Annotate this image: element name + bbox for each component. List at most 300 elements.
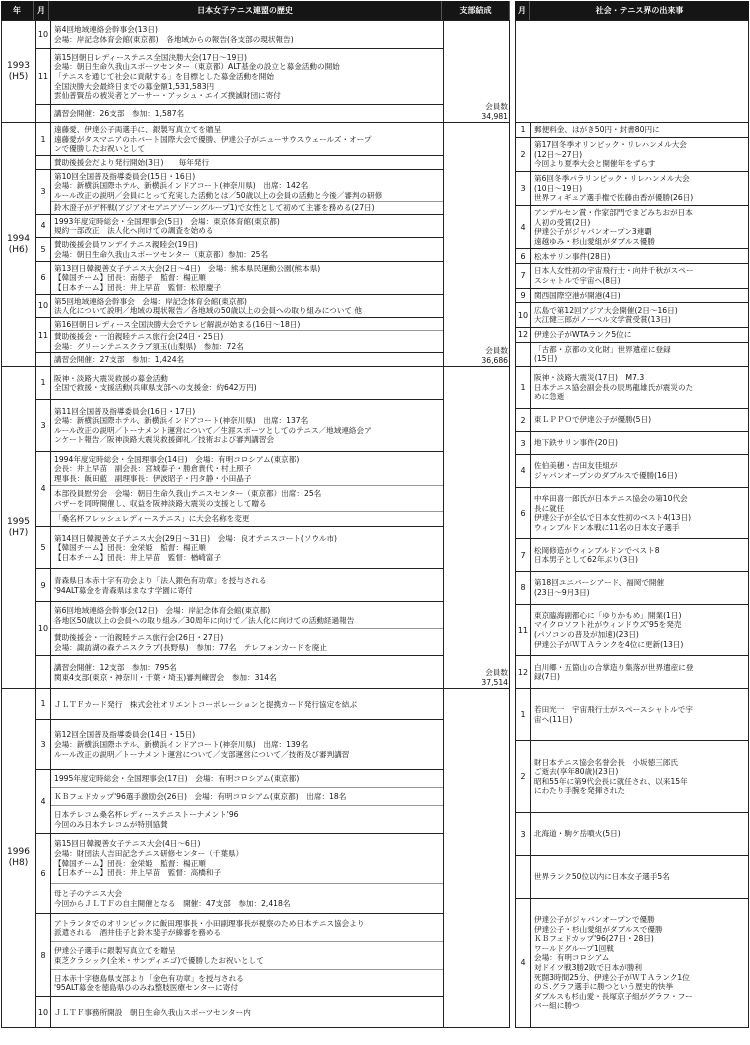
entries	[51, 238, 443, 260]
event-text	[531, 343, 748, 366]
year-label: 1995 (H7)	[2, 367, 36, 688]
member-count: 会員数 37,514	[481, 668, 508, 687]
entries	[51, 367, 443, 399]
entry-line: 1994年度定時総会・全国理事会(14日) 会場：有明コロシアム(東京都)	[54, 454, 300, 464]
entry-line: 賛助後援会・一泊親睦テニス旅行会(24日・25日)	[54, 332, 224, 342]
entry-line: 【日本チーム】団長：井上早苗 監督：高橋和子	[54, 868, 222, 878]
history-entry	[51, 331, 443, 352]
month-group	[36, 452, 443, 527]
month-number: 10	[36, 21, 51, 48]
month-number	[36, 105, 51, 122]
month-group	[36, 123, 443, 156]
entries	[51, 689, 443, 719]
event-text	[531, 605, 748, 656]
event-line: ご逝去(享年80歳)(23日)	[534, 767, 619, 777]
entries	[51, 215, 443, 237]
entry-line: 第15回朝日レディーステニス全国決勝大会(17日〜19日)	[54, 52, 247, 62]
member-count: 会員数 34,981	[481, 102, 508, 121]
event-month: 1	[516, 123, 531, 137]
event-line: めに急逝	[534, 392, 565, 402]
history-entry	[51, 318, 443, 331]
month-groups	[36, 689, 444, 1027]
event-line: 北海道・駒ケ岳噴火(5日)	[534, 829, 621, 839]
event-line: 阪神・淡路大震災(17日) M7.3	[534, 373, 645, 383]
event-line: スシャトルで宇宙へ(8日)	[534, 275, 621, 285]
entries	[51, 656, 443, 688]
history-column-header: 日本女子テニス連盟の歴史	[49, 1, 442, 20]
event-month: 7	[516, 264, 531, 287]
history-entry	[51, 806, 443, 833]
event-rows	[516, 367, 748, 688]
empty-cell	[516, 21, 748, 122]
event-line: 第18回ユニバーシアード、福岡で開催	[534, 578, 665, 588]
history-entry	[51, 105, 443, 122]
event-row	[516, 656, 748, 688]
event-line: (15日)	[534, 354, 558, 364]
event-text	[531, 264, 748, 287]
entry-line: 会長：井上早苗 副会長：宮城泰子・勝倉貴代・村上照子	[54, 464, 252, 474]
entry-line: 今回からＪＬＴＦの自主開催となる 開催：47支部 参加：2,418名	[54, 898, 291, 908]
month-group	[36, 569, 443, 602]
event-line: 伊達公子がジャパンオープンで優勝	[534, 914, 655, 924]
event-month: 12	[516, 328, 531, 342]
history-entry	[51, 656, 443, 688]
month-number: 1	[36, 689, 51, 719]
event-line: 宙へ(11日)	[534, 714, 573, 724]
entries	[51, 770, 443, 833]
month-group	[36, 689, 443, 720]
entry-line: 会場：新横浜国際ホテル、新横浜インドアコート(神奈川県) 出席：142名	[54, 181, 309, 191]
month-group	[36, 770, 443, 834]
event-line: 伊達公子がWTAランク5位に	[534, 329, 632, 339]
entry-line: 全国で救援・支援活動(兵庫県支部への支援金：約642万円)	[54, 383, 257, 393]
event-month: 2	[516, 409, 531, 431]
event-month: 10	[516, 303, 531, 326]
event-line: 関西国際空港が開港(4日)	[534, 290, 621, 300]
event-line: のＳ.グラフ選手に勝つという歴史的快挙	[534, 982, 674, 992]
event-text	[531, 328, 748, 342]
event-text	[531, 367, 748, 408]
month-number: 9	[36, 569, 51, 601]
event-row	[516, 367, 748, 409]
event-month: 3	[516, 432, 531, 454]
entry-line: 第16回朝日レディース全国決勝大会でテレビ解説が始まる(16日〜18日)	[54, 319, 301, 329]
event-line: ダブルスも杉山愛・長塚京子組がグラフ・フー	[534, 991, 693, 1001]
history-entry	[51, 123, 443, 155]
entry-line: 阪神・淡路大震災救援の募金活動	[54, 373, 168, 383]
entry-line: 本部役員慰労会 会場：朝日生命久我山テニスセンター（東京都）出席：25名	[54, 489, 322, 499]
event-text	[531, 741, 748, 812]
event-row	[516, 264, 748, 288]
branch-column	[444, 689, 511, 1027]
month-number	[36, 353, 51, 366]
year-block	[1, 367, 510, 689]
entry-line: 賛助後援会員ワンデイテニス親睦会(19日)	[54, 240, 198, 250]
history-entry	[51, 720, 443, 769]
month-number: 6	[36, 834, 51, 914]
event-line: 昭和55年に第9代会長に就任され、以来15年	[534, 776, 688, 786]
events-block	[515, 20, 749, 123]
history-entry	[51, 170, 443, 202]
entries	[51, 262, 443, 294]
entry-line: 遠藤愛がタスマニアのホバート国際大会で優勝、伊達公子がニューサウスウェールズ・オープ	[54, 134, 372, 144]
history-table	[1, 1, 749, 1028]
event-line: 伊達公子がジャパンオープン3連覇	[534, 227, 652, 237]
entries	[51, 569, 443, 601]
event-text	[531, 856, 748, 898]
event-line: 長に就任	[534, 503, 565, 513]
event-line: 地下鉄サリン事件(20日)	[534, 438, 618, 448]
event-rows	[516, 123, 748, 366]
entry-line: 各地区50歳以上の会員への取り組み／30周年に向けて／法人化に向けての活動経過報告	[54, 615, 355, 625]
entry-line: バザーを同時開催し、収益を阪神淡路大震災の支援として贈る	[54, 499, 267, 508]
entries	[51, 123, 443, 155]
entry-line: 第6回地域連絡会幹事会(12日) 会場：岸記念体育会館(東京都)	[54, 606, 271, 616]
event-line: 東ＬＰＰＯで伊達公子が優勝(5日)	[534, 415, 652, 425]
event-text	[531, 539, 748, 571]
entry-line: 伊達公子選手に銀製写真立てを贈呈	[54, 946, 176, 956]
entry-line: ルール改正の説明／トーナメント運営について／支部運営について／技術及び審判講習	[54, 749, 350, 759]
event-text	[531, 206, 748, 249]
entry-line: ルール改正の説明／トーナメント運営について／生涯スポーツとしてのテニス／地域連絡会ア	[54, 425, 372, 435]
month-group	[36, 602, 443, 656]
table-header	[1, 1, 749, 20]
entry-line: 会場：グリーンテニスクラブ須玉(山梨県) 参加：72名	[54, 341, 244, 351]
history-entry	[51, 512, 443, 526]
event-month: 1	[516, 367, 531, 408]
month-groups	[36, 21, 444, 122]
event-row	[516, 343, 748, 366]
entry-line: 日本赤十字徳島県支部より「金色有功章」を授与される	[54, 973, 244, 983]
month-group	[36, 105, 443, 122]
month-number: 10	[36, 295, 51, 317]
event-text	[531, 138, 748, 171]
history-entry	[51, 353, 443, 366]
entry-line: 賛助後援会だより発行開始(3日) 毎年発行	[54, 158, 210, 168]
history-entry	[51, 486, 443, 511]
history-entry	[51, 295, 443, 317]
month-group	[36, 170, 443, 215]
branch-column	[444, 123, 511, 366]
month-group	[36, 353, 443, 366]
month-group	[36, 262, 443, 295]
entries	[51, 834, 443, 914]
entry-line: 【韓国チーム】団長：金栄姫 監督：楊正順	[54, 858, 206, 868]
event-text	[531, 455, 748, 487]
event-text	[531, 172, 748, 205]
history-entry	[51, 527, 443, 568]
event-line: ＫＢフェドカップ'96(27日・28日)	[534, 934, 654, 944]
event-month: 2	[516, 138, 531, 171]
entries	[51, 105, 443, 122]
entry-line: 今回のみ日本テレコムが特別協賛	[54, 819, 168, 829]
event-line: 伊達公子が全仏で日本女性初のベスト4(13日)	[534, 513, 692, 523]
history-entry	[51, 942, 443, 970]
event-line: ウィンブルドン本戦に11名の日本女子選手	[534, 522, 680, 532]
entry-line: 講習会開催：27支部 参加：1,424名	[54, 355, 185, 365]
event-line: 今回より夏季大会と開催年をずらす	[534, 159, 656, 169]
entry-line: 第11回全国普及指導委員会(16日・17日)	[54, 406, 196, 416]
event-line: 白川郷・五箇山の合掌造り集落が世界遺産に登	[534, 662, 694, 672]
event-line: 松本サリン事件(28日)	[534, 251, 611, 261]
year-block	[1, 689, 510, 1028]
month-group	[36, 295, 443, 318]
event-line: 世界ランク50位以内に日本女子選手5名	[534, 872, 670, 882]
history-entry	[51, 262, 443, 294]
event-text	[531, 572, 748, 604]
month-number: 8	[36, 914, 51, 996]
entries	[51, 452, 443, 526]
month-group	[36, 49, 443, 105]
history-entry	[51, 788, 443, 806]
month-number: 4	[36, 770, 51, 833]
event-month: 4	[516, 206, 531, 249]
event-row	[516, 249, 748, 264]
month-number	[36, 156, 51, 169]
month-group	[36, 367, 443, 400]
event-line: にわたり手腕を発揮された	[534, 786, 626, 796]
event-line: 郵便料金、はがき50円・封書80円に	[534, 125, 660, 135]
entry-line: 会場：新横浜国際ホテル、新横浜インドアコート(神奈川県) 出席：137名	[54, 416, 309, 426]
event-line: 大江健三郎がノーベル文学賞受賞(13日)	[534, 315, 671, 325]
event-line: 広島で第12回アジア大会開催(2日〜16日)	[534, 305, 678, 315]
event-line: 若田光一 宇宙飛行士がスペースシャトルで宇	[534, 705, 693, 715]
entry-line: 法人化について説明／地域の現状報告／各地域の50歳以上の会員への取り組みについて 他	[54, 306, 362, 316]
history-entry	[51, 238, 443, 260]
entry-line: ンで優勝したお祝いとして	[54, 144, 146, 154]
entry-line: 雲仙普賢岳の被災者とアーサー・アッシュ・エイズ撲滅財団に寄付	[54, 91, 281, 101]
entry-line: 会場：朝日生命久我山スポーツセンター（東京都）参加：25名	[54, 249, 269, 259]
month-number: 10	[36, 602, 51, 655]
branches-column-header: 支部結成	[442, 1, 510, 20]
event-month: 11	[516, 605, 531, 656]
month-number: 5	[36, 238, 51, 260]
month-number: 4	[36, 452, 51, 526]
history-entry	[51, 202, 443, 214]
event-line: ジャパンオープンのダブルスで優勝(16日)	[534, 470, 678, 480]
history-entry	[51, 367, 443, 399]
event-month: 6	[516, 488, 531, 539]
entry-line: 第4回地域連絡会幹事会(13日)	[54, 25, 158, 35]
month-number: 4	[36, 215, 51, 237]
event-rows	[516, 21, 748, 122]
event-line: マイクロソフト社がウィンドウズ'95を発売	[534, 620, 682, 630]
entry-line: 第10回全国普及指導委員会(15日・16日)	[54, 171, 196, 181]
entry-line: 1995年度定時総会・全国理事会(17日) 会場：有明コロシアム(東京都)	[54, 774, 300, 784]
member-count: 会員数 36,686	[481, 346, 508, 365]
event-row	[516, 455, 748, 488]
entries	[51, 295, 443, 317]
event-row	[516, 172, 748, 206]
entries	[51, 170, 443, 214]
entries	[51, 156, 443, 169]
entry-line: 【韓国チーム】団長：南徳子 監督：楊正順	[54, 273, 206, 283]
month-number: 3	[36, 170, 51, 214]
history-entry	[51, 834, 443, 884]
history-entry	[51, 914, 443, 942]
event-text	[531, 899, 748, 1027]
year-block	[1, 20, 510, 123]
event-text	[531, 409, 748, 431]
history-entry	[51, 602, 443, 629]
month-column-header: 月	[34, 1, 49, 20]
month-group	[36, 21, 443, 49]
event-line: 「古都・京都の文化財」世界遺産に登録	[534, 344, 671, 354]
event-month: 7	[516, 539, 531, 571]
event-row	[516, 572, 748, 605]
event-line: 松岡修造がウィンブルドンでベスト8	[534, 545, 660, 555]
entries	[51, 318, 443, 352]
event-month	[516, 343, 531, 366]
events-block	[515, 367, 749, 689]
month-group	[36, 400, 443, 452]
event-line: 財日本テニス協会名誉会長 小坂徳三郎氏	[534, 757, 678, 767]
event-line: ワールドグループ1回戦	[534, 943, 614, 953]
event-month: 1	[516, 689, 531, 740]
entry-line: 【韓国チーム】団長：金栄姫 監督：楊正順	[54, 543, 206, 553]
event-month: 6	[516, 249, 531, 263]
history-entry	[51, 629, 443, 655]
month-group	[36, 720, 443, 770]
event-row	[516, 605, 748, 657]
event-row	[516, 289, 748, 304]
event-line: 伊達公子・杉山愛組がダブルスで優勝	[534, 924, 663, 934]
entry-line: アトランタでのオリンピックに飯田理事長・小田副理事長が視察のため日本テニス協会より	[54, 918, 365, 928]
history-entry	[51, 21, 443, 48]
event-row	[516, 813, 748, 856]
month-group	[36, 215, 443, 238]
month2-column-header: 月	[515, 1, 530, 20]
month-number: 11	[36, 49, 51, 104]
event-line: 世界フィギュア選手権で佐藤由香が優勝(26日)	[534, 193, 694, 203]
league-history	[1, 20, 510, 1028]
entry-line: 「桑名杯フレッシュレディーステニス」に大会名称を変更	[54, 514, 250, 524]
event-month: 3	[516, 813, 531, 855]
event-text	[531, 656, 748, 688]
entry-line: 講習会開催：12支部 参加：795名	[54, 663, 177, 673]
entry-line: 全国決勝大会最終日までの募金額1,531,583円	[54, 81, 215, 91]
event-line: 中牟田喜一郎氏が日本テニス協会の第10代会	[534, 493, 688, 503]
entry-line: 第15回日韓親善女子テニス大会(4日〜6日)	[54, 839, 201, 849]
event-month: 12	[516, 656, 531, 688]
history-entry	[51, 997, 443, 1027]
event-line: 伊達公子がＷＴＡランクを4位に更新(13日)	[534, 639, 684, 649]
event-month	[516, 856, 531, 898]
event-row	[516, 206, 748, 250]
event-line: 日本人女性初の宇宙飛行士・向井千秋がスペー	[534, 266, 694, 276]
event-row	[516, 303, 748, 327]
month-group	[36, 656, 443, 688]
event-row	[516, 856, 748, 899]
events-column-header: 社会・テニス界の出来事	[595, 6, 684, 15]
entry-line: 第12回全国普及指導委員会(14日・15日)	[54, 730, 196, 740]
event-row	[516, 689, 748, 741]
event-line: 日本男子として62年ぶり(3日)	[534, 555, 638, 565]
entry-line: 賛助後援会・一泊親睦テニス旅行会(26日・27日)	[54, 633, 224, 643]
event-row	[516, 899, 748, 1027]
entry-line: 「テニスを通じて社会に貢献する」を目標とした募金活動を開始	[54, 72, 274, 81]
event-row	[516, 488, 748, 540]
event-text	[531, 432, 748, 454]
entry-line: 講習会開催：26支部 参加：1,587名	[54, 109, 185, 119]
month-group	[36, 834, 443, 915]
event-line: 対ドイツ戦3勝2敗で日本が勝利	[534, 962, 642, 972]
year-block	[1, 123, 510, 367]
entry-line: 青森県日本赤十字有功会より「法人銀色有功章」を授与される	[54, 576, 267, 586]
entry-line: 母と子のテニス大会	[54, 889, 123, 899]
entry-line: 【日本チーム】団長：井上早苗 監督：楢崎富子	[54, 553, 222, 562]
month-number: 1	[36, 123, 51, 155]
event-rows	[516, 689, 748, 1027]
event-line: 遠越ゆみ・杉山愛組がダブルス優勝	[534, 236, 655, 246]
entry-line: 会場：財団法人吉田記念テニス研修センター（千葉県）	[54, 848, 244, 858]
month-number	[36, 656, 51, 688]
year-column-header: 年	[1, 1, 34, 20]
history-entry	[51, 569, 443, 601]
event-line: (12日〜27日)	[534, 149, 583, 159]
entries	[51, 527, 443, 568]
entry-line: '94ALT募金を青森県はまなす学園に寄付	[54, 585, 193, 595]
history-entry	[51, 215, 443, 237]
event-row	[516, 138, 748, 172]
event-line: 会場：有明コロシアム	[534, 953, 610, 963]
month-number: 1	[36, 367, 51, 399]
month-number: 11	[36, 318, 51, 352]
event-text	[531, 303, 748, 326]
year-label: 1996 (H8)	[2, 689, 36, 1027]
entry-line: 理事長：飯田藍 副理事長：伊波昭子・円タ静・小田晶子	[54, 473, 252, 483]
entry-line: 派遣される 酒井佳子と鈴木斐子が線審を務める	[54, 928, 222, 938]
month-groups	[36, 123, 444, 366]
event-text	[531, 249, 748, 263]
event-row	[516, 741, 748, 813]
entry-line: 会場：朝日生命久我山スポーツセンター（東京都）ALT基金の設立と募金活動の開始	[54, 62, 340, 72]
history-entry	[51, 770, 443, 788]
month-groups	[36, 367, 444, 688]
event-line: 録(7日)	[534, 672, 560, 682]
event-text	[531, 123, 748, 137]
year-label: 1993 (H5)	[2, 21, 36, 122]
events-block	[515, 123, 749, 367]
entries	[51, 602, 443, 655]
event-month: 8	[516, 572, 531, 604]
entry-line: ＫＢフェドカップ'96選手激励会(26日) 会場：有明コロシアム(東京都) 出席：18名	[54, 792, 347, 802]
event-line: (パソコンの普及が加速)(23日)	[534, 630, 639, 640]
event-line: 東京臨海副都心に「ゆりかもめ」開業(1日)	[534, 610, 682, 620]
event-line: 第6回冬季パラリンピック・リレハンメル大会	[534, 173, 690, 183]
event-row	[516, 328, 748, 343]
entry-line: 規約一部改正 法人化へ向けての調査を始める	[54, 226, 214, 236]
entries	[51, 353, 443, 366]
history-entry	[51, 156, 443, 169]
history-entry	[51, 49, 443, 104]
event-line: 第17回冬季オリンピック・リレハンメル大会	[534, 139, 687, 149]
month-group	[36, 527, 443, 569]
entry-line: ＪＬＴＦカード発行 株式会社オリエントコーポレーションと提携カード発行協定を結ぶ	[54, 699, 357, 709]
event-line: (10日〜19日)	[534, 183, 583, 193]
entry-line: 第13回日韓親善女子テニス大会(2日〜4日) 会場：熊本県民運動公園(熊本県)	[54, 263, 321, 273]
history-entry	[51, 452, 443, 487]
event-line: 死闘3時間25分、伊達公子がＷＴＡランク1位	[534, 972, 690, 982]
entry-line: ンケート報告／阪神淡路大震災救援御礼／技術および審判講習会	[54, 435, 275, 445]
event-text	[531, 813, 748, 855]
event-text	[531, 689, 748, 740]
event-row	[516, 123, 748, 138]
event-line: アンデルセン賞・作家部門でまどみちおが日本	[534, 207, 693, 217]
event-month: 3	[516, 172, 531, 205]
history-entry	[51, 400, 443, 451]
event-month: 4	[516, 899, 531, 1027]
